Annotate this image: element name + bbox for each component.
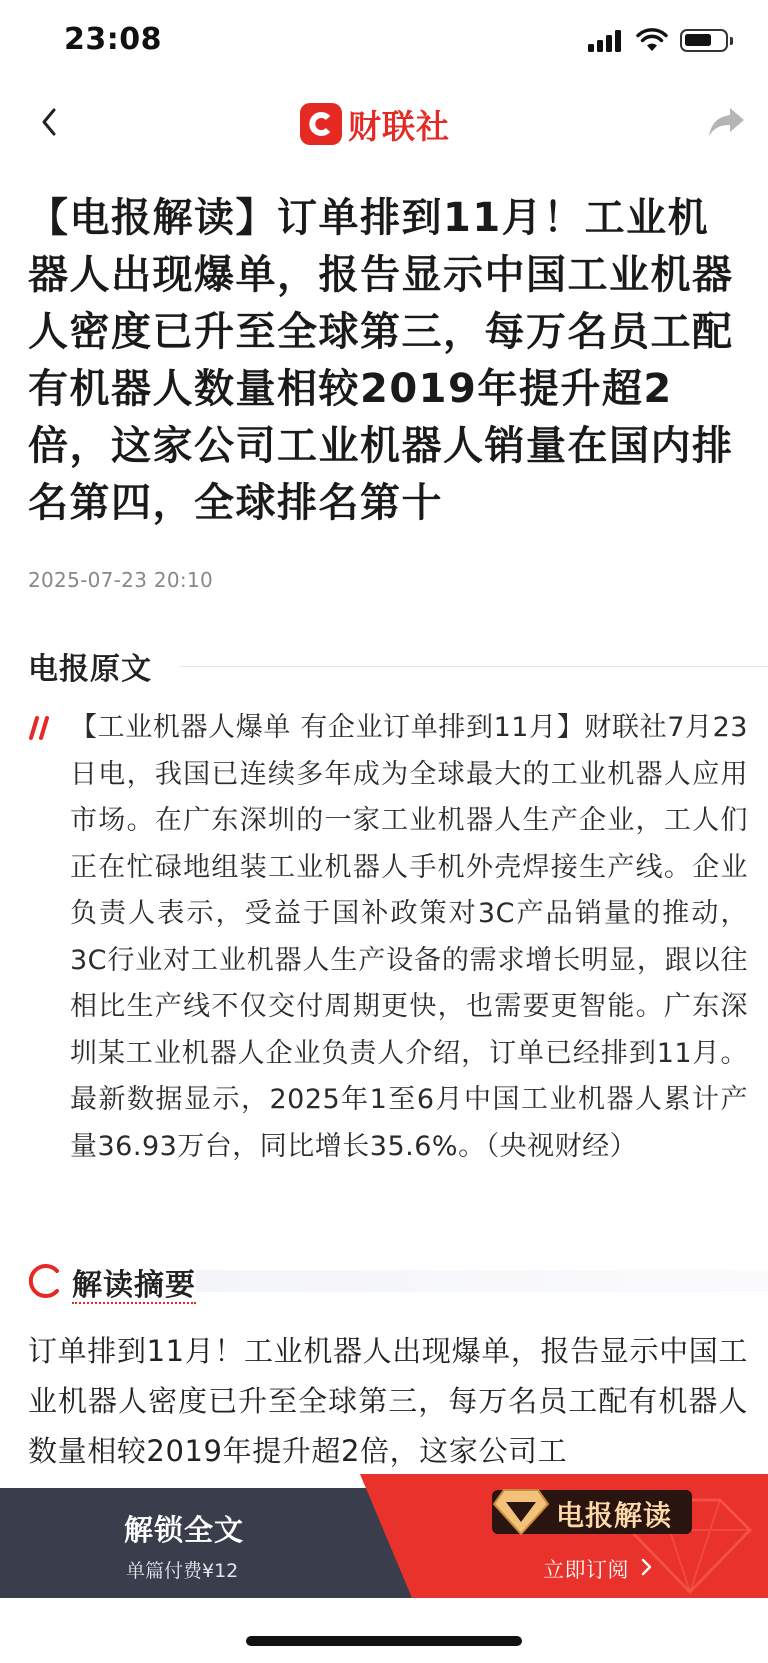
nav-bar: [0, 84, 768, 162]
product-name: 电报解读: [556, 1499, 673, 1532]
dotted-underline: [72, 1302, 196, 1304]
status-time: 23:08: [64, 22, 162, 57]
quote-mark-icon: [28, 714, 56, 744]
unlock-label: 解锁全文: [124, 1513, 245, 1547]
wifi-icon: [636, 27, 668, 53]
subscribe-label: 立即订阅: [543, 1558, 629, 1582]
signal-icon: [588, 30, 624, 52]
original-section-header: [28, 644, 768, 688]
status-bar: [0, 0, 768, 84]
article-title: 【电报解读】订单排到11月！工业机器人出现爆单，报告显示中国工业机器人密度已升至全球第三，每万名员工配有机器人数量相较2019年提升超2倍，这家公司工业机器人销量在国内排名第四，全球排名第十: [28, 195, 734, 526]
chevron-right-icon: [640, 1558, 654, 1576]
brand-name: 财联社: [348, 106, 450, 146]
home-indicator[interactable]: [246, 1636, 522, 1646]
publish-time: 2025-07-23 20:10: [28, 568, 214, 592]
paywall-bar: [0, 1474, 768, 1598]
brand-c-icon: [300, 103, 342, 145]
share-arrow-icon[interactable]: [706, 102, 748, 142]
summary-c-icon: [26, 1262, 64, 1300]
chevron-left-icon[interactable]: [34, 102, 70, 142]
original-section-title: 电报原文: [28, 652, 152, 687]
battery-icon: [680, 29, 728, 52]
summary-section-header: [26, 1258, 768, 1308]
price-label: 单篇付费¥12: [126, 1560, 239, 1582]
divider: [180, 666, 768, 667]
summary-section-title: 解读摘要: [72, 1268, 196, 1303]
summary-body: 订单排到11月！工业机器人出现爆单，报告显示中国工业机器人密度已升至全球第三，每万名员工配有机器人数量相较2019年提升超2倍，这家公司工: [28, 1334, 748, 1468]
diamond-icon: [492, 1484, 550, 1538]
header-band: [196, 1270, 768, 1292]
original-body: 【工业机器人爆单 有企业订单排到11月】财联社7月23日电，我国已连续多年成为全球最大的工业机器人应用市场。在广东深圳的一家工业机器人生产企业，工人们正在忙碌地组装工业机器人手机外壳焊接生产线。企业负责人表示，受益于国补政策对3C产品销量的推动，3C行业对工业机器人生产设备的需求增长明显，跟以往相比生产线不仅交付周期更快，也需要更智能。广东深圳某工业机器人企业负责人介绍，订单已经排到11月。最新数据显示，2025年1至6月中国工业机器人累计产量36.93万台，同比增长35.6%。（央视财经）: [70, 712, 748, 1162]
brand-logo: [300, 102, 450, 146]
